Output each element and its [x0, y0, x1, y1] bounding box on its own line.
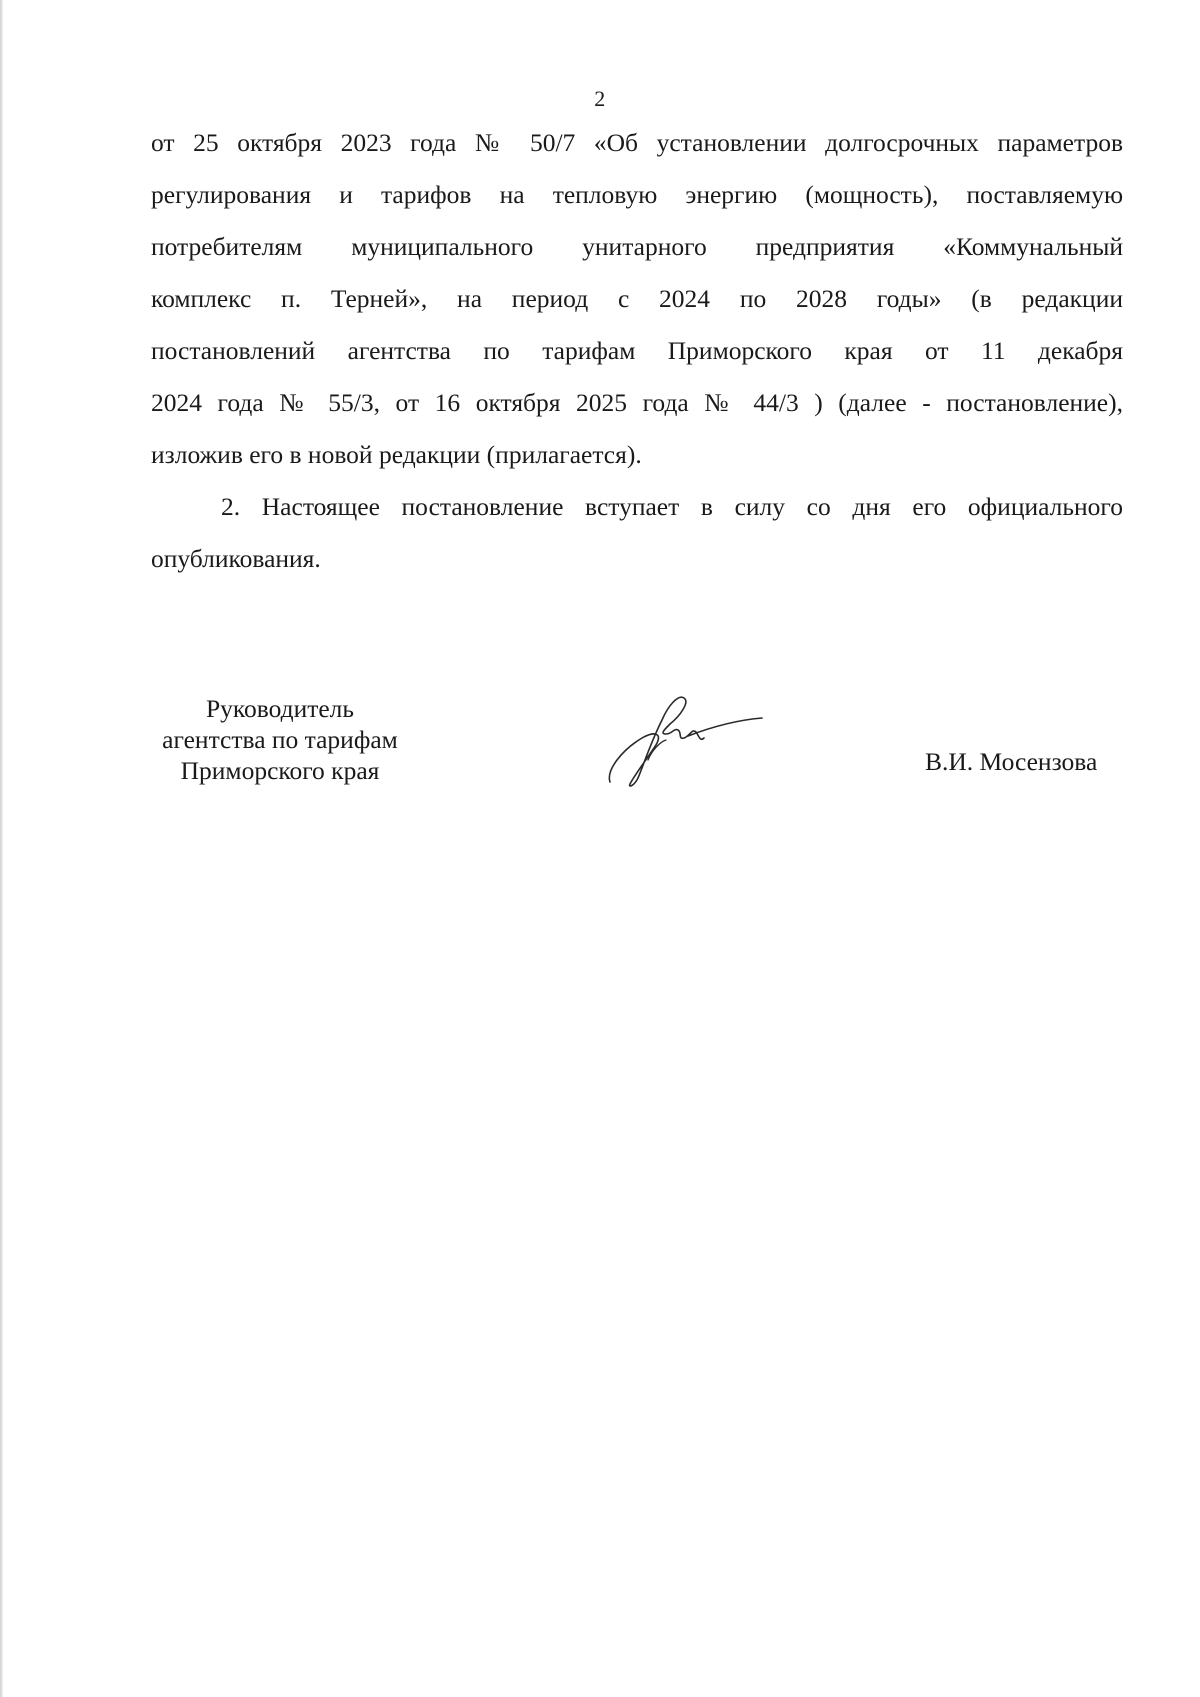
signatory-position-line: агентства по тарифам	[162, 725, 398, 754]
paragraph-1-line: комплекс п. Терней», на период с 2024 по 2028 годы» (в редакции	[151, 284, 1123, 313]
paragraph-1-line: 2024 года № 55/3, от 16 октября 2025 года № 44/3 ) (далее - постановление),	[151, 388, 1123, 417]
scan-edge	[0, 0, 3, 1697]
paragraph-1-line: потребителям муниципального унитарного предприятия «Коммунальный	[151, 232, 1123, 261]
signatory-name: В.И. Мосензова	[925, 747, 1098, 776]
signatory-position-line: Руководитель	[205, 694, 355, 723]
paragraph-1-line: постановлений агентства по тарифам Приморского края от 11 декабря	[151, 336, 1123, 365]
paragraph-1-line: от 25 октября 2023 года № 50/7 «Об установлении долгосрочных параметров	[151, 128, 1123, 157]
signatory-position	[130, 693, 430, 786]
paragraph-2-line: 2. Настоящее постановление вступает в силу со дня его официального	[221, 492, 1123, 521]
page-number: 2	[594, 86, 606, 111]
paragraph-2-line: опубликования.	[151, 544, 321, 573]
paragraph-1-line: изложив его в новой редакции (прилагается).	[151, 440, 642, 469]
document-body	[151, 117, 1123, 585]
handwritten-signature	[604, 690, 764, 790]
signatory-position-line: Приморского края	[180, 756, 380, 785]
paragraph-1-line: регулирования и тарифов на тепловую энергию (мощность), поставляемую	[151, 180, 1123, 209]
